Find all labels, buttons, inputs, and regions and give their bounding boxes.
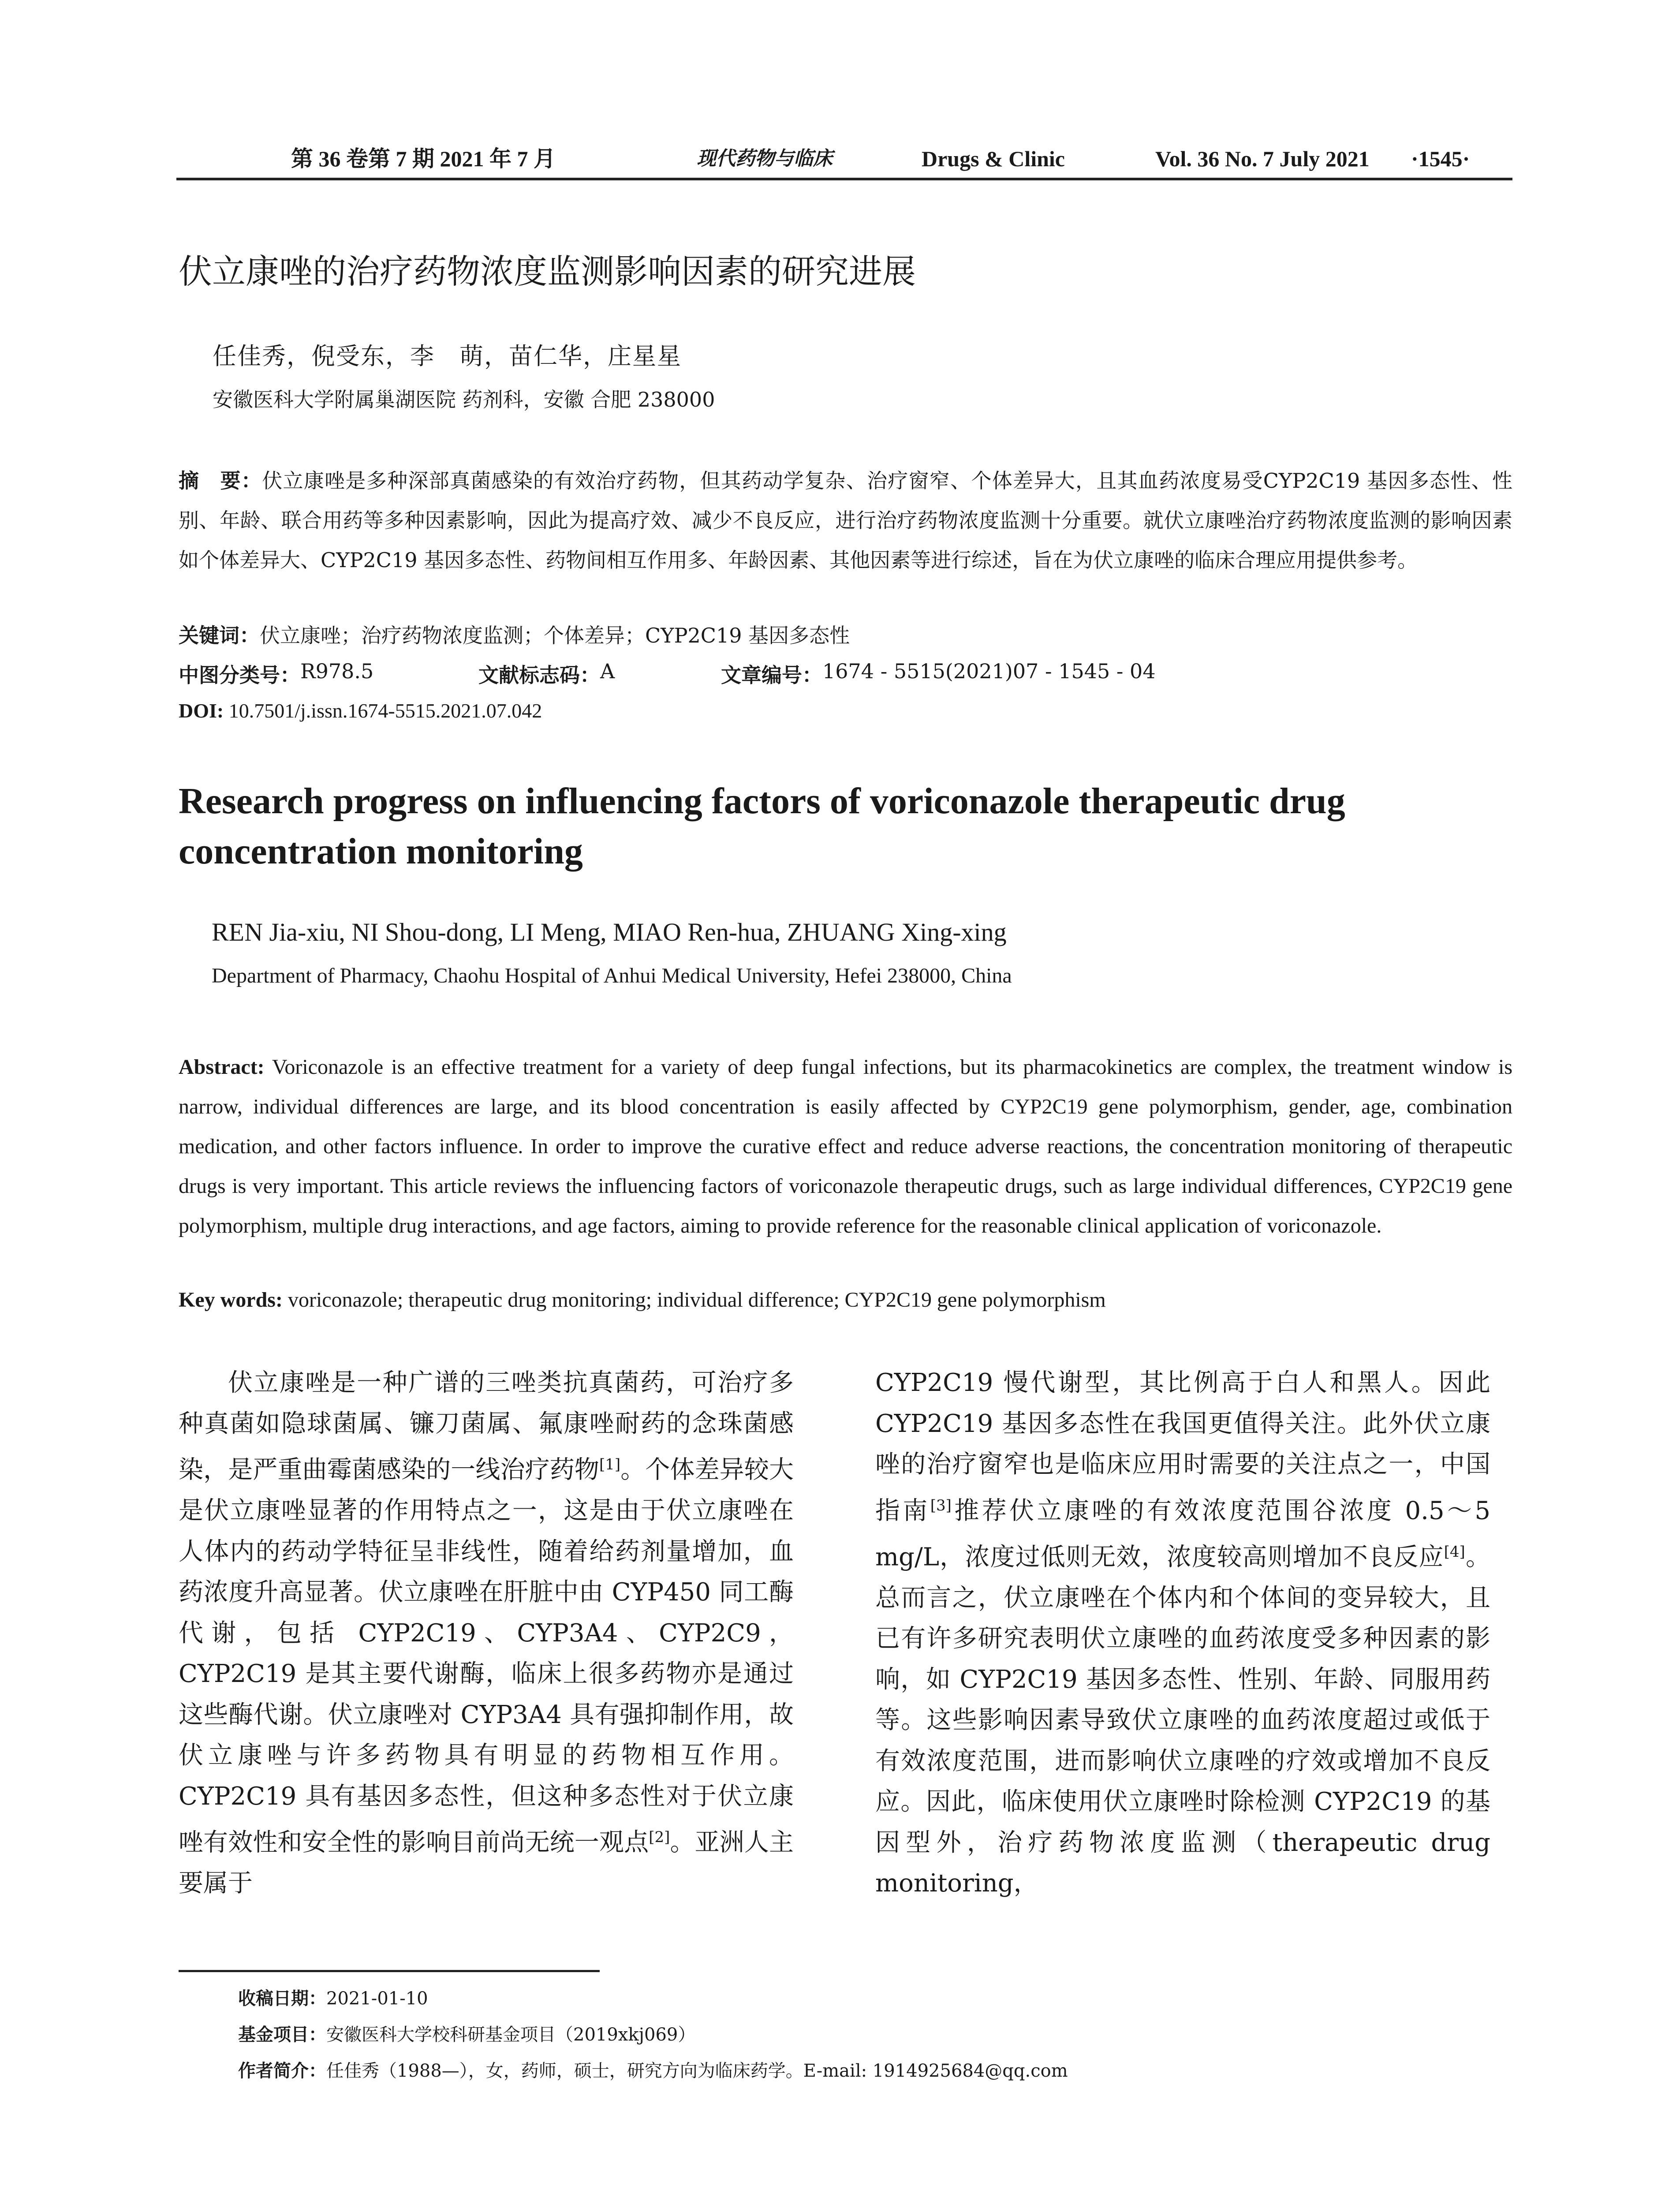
footnote-author: 作者简介：任佳秀（1988—），女，药师，硕士，研究方向为临床药学。E-mail: 1914925684@qq.com: [238, 2061, 1068, 2081]
cn-keywords-text: 伏立康唑；治疗药物浓度监测；个体差异；CYP2C19 基因多态性: [260, 624, 850, 647]
en-authors: REN Jia-xiu, NI Shou-dong, LI Meng, MIAO Ren-hua, ZHUANG Xing-xing: [212, 918, 1007, 946]
citation-2: [2]: [649, 1828, 670, 1846]
cn-authors: 任佳秀，倪受东，李 萌，苗仁华，庄星星: [213, 342, 682, 370]
header-volume-en: Vol. 36 No. 7 July 2021: [1155, 146, 1370, 171]
cn-abstract-label: 摘 要：: [179, 469, 262, 493]
page-number: ·1545·: [1411, 146, 1470, 171]
cn-classification: [179, 659, 1512, 699]
header-journal-cn: 现代药物与临床: [697, 147, 833, 170]
header-rule: [176, 178, 1512, 180]
cn-article-number: 文章编号： 1674 - 5515(2021)07 - 1545 - 04: [721, 659, 1156, 687]
en-title: Research progress on influencing factors of voriconazole therapeutic drug concentration monitoring: [179, 781, 1345, 872]
cn-abstract-text: 伏立康唑是多种深部真菌感染的有效治疗药物，但其药动学复杂、治疗窗窄、个体差异大，且其血药浓度易受CYP2C19 基因多态性、性别、年龄、联合用药等多种因素影响，因此为提高疗效、减少不良反应，进行治疗药物浓度监测十分重要。就伏立康唑治疗药物浓度监测的影响因素如个体差异大、CYP2C19 基因多态性、药物间相互作用多、年龄因素、其他因素等进行综述，旨在为伏立康唑的临床合理应用提供参考。: [179, 469, 1513, 572]
cn-class-number: 中图分类号： R978.5: [179, 659, 374, 687]
footnote-rule: [179, 1970, 600, 1972]
cn-keywords-label: 关键词：: [179, 624, 260, 647]
en-keywords-text: voriconazole; therapeutic drug monitoring; individual difference; CYP2C19 gene polymorphism: [282, 1288, 1106, 1312]
cn-abstract: [179, 461, 1512, 580]
citation-4: [4]: [1444, 1543, 1465, 1561]
citation-1: [1]: [599, 1456, 621, 1473]
footnote-received: 收稿日期：2021-01-10: [238, 1988, 428, 2009]
body-column-right: CYP2C19 慢代谢型，其比例高于白人和黑人。因此 CYP2C19 基因多态性在我国更值得关注。此外伏立康唑的治疗窗窄也是临床应用时需要的关注点之一，中国指南[3]推荐伏立康唑的有效浓度范围谷浓度 0.5～5 mg/L，浓度过低则无效，浓度较高则增加不良反应[4]。总而言之，伏立康唑在个体内和个体间的变异较大，且已有许多研究表明伏立康唑的血药浓度受多种因素的影响，如 CYP2C19 基因多态性、性别、年龄、同服用药等。这些影响因素导致伏立康唑的血药浓度超过或低于有效浓度范围，进而影响伏立康唑的疗效或增加不良反应。因此，临床使用伏立康唑时除检测 CYP2C19 的基因型外，治疗药物浓度监测（therapeutic drug monitoring，: [875, 1368, 1491, 1898]
header-volume-cn: 第 36 卷第 7 期 2021 年 7 月: [291, 146, 556, 171]
header-journal-en: Drugs & Clinic: [922, 146, 1065, 171]
doi-value: 10.7501/j.issn.1674-5515.2021.07.042: [224, 699, 542, 722]
doi: [179, 699, 542, 722]
en-abstract: [179, 1047, 1512, 1246]
en-abstract-text: Voriconazole is an effective treatment for a variety of deep fungal infections, but its pharmacokinetics are complex, the treatment window is narrow, individual differences are large, and its blood concentration is easily affected by CYP2C19 gene polymorphism, gender, age, combination medication, and other factors influence. In order to improve the curative effect and reduce adverse reactions, the concentration monitoring of therapeutic drugs is very important. This article reviews the influencing factors of voriconazole therapeutic drugs, such as large individual differences, CYP2C19 gene polymorphism, multiple drug interactions, and age factors, aiming to provide reference for the reasonable clinical application of voriconazole.: [179, 1055, 1512, 1237]
footnote-fund: 基金项目：安徽医科大学校科研基金项目（2019xkj069）: [238, 2025, 696, 2045]
cn-doc-code: 文献标志码： A: [478, 659, 615, 687]
en-abstract-label: Abstract:: [179, 1055, 265, 1079]
cn-keywords: [179, 620, 850, 649]
running-header: [176, 141, 1512, 176]
en-keywords-label: Key words:: [179, 1288, 283, 1312]
en-keywords: [179, 1288, 1106, 1312]
citation-3: [3]: [930, 1496, 952, 1514]
en-affiliation: Department of Pharmacy, Chaohu Hospital of Anhui Medical University, Hefei 238000, China: [212, 964, 1012, 987]
body-column-left: 伏立康唑是一种广谱的三唑类抗真菌药，可治疗多种真菌如隐球菌属、镰刀菌属、氟康唑耐药的念珠菌感染，是严重曲霉菌感染的一线治疗药物[1]。个体差异较大是伏立康唑显著的作用特点之一，这是由于伏立康唑在人体内的药动学特征呈非线性，随着给药剂量增加，血药浓度升高显著。伏立康唑在肝脏中由 CYP450 同工酶代谢，包括 CYP2C19、CYP3A4、CYP2C9，CYP2C19 是其主要代谢酶，临床上很多药物亦是通过这些酶代谢。伏立康唑对 CYP3A4 具有强抑制作用，故伏立康唑与许多药物具有明显的药物相互作用。CYP2C19 具有基因多态性，但这种多态性对于伏立康唑有效性和安全性的影响目前尚无统一观点[2]。亚洲人主要属于: [179, 1368, 794, 1898]
doi-label: DOI:: [179, 699, 224, 722]
cn-title: 伏立康唑的治疗药物浓度监测影响因素的研究进展: [179, 252, 916, 291]
cn-affiliation: 安徽医科大学附属巢湖医院 药剂科，安徽 合肥 238000: [213, 388, 715, 411]
